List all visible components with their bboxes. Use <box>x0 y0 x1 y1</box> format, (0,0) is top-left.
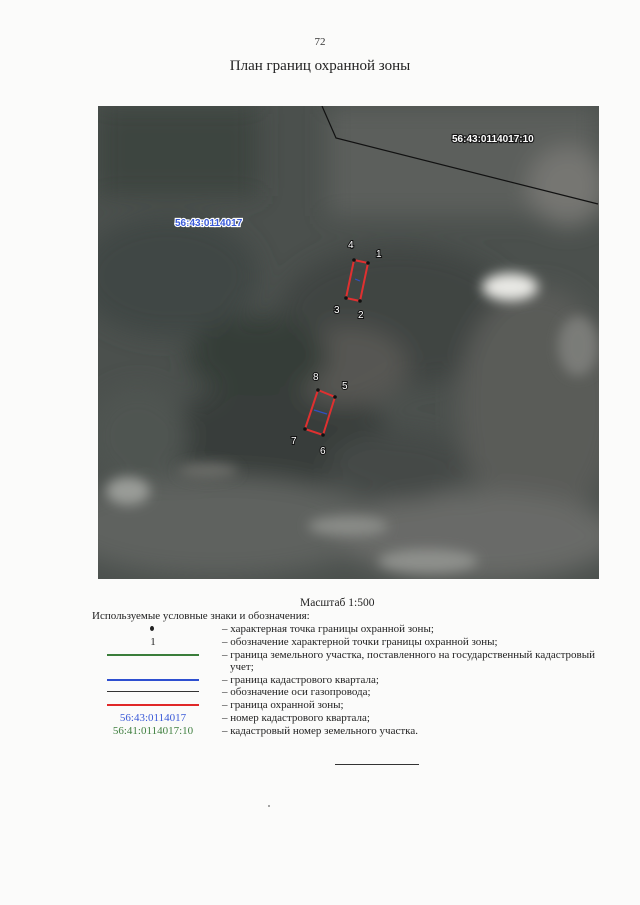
quarter-number-sample: 56:43:0114017 <box>119 712 187 724</box>
point-label-5: 5 <box>342 381 348 392</box>
map-scale: Масштаб 1:500 <box>300 597 375 609</box>
red-line-icon <box>107 704 199 706</box>
legend-symbol-line <box>92 649 214 661</box>
point-6-marker <box>321 433 325 437</box>
point-label-4: 4 <box>348 240 354 251</box>
aerial-map <box>98 106 599 579</box>
point-label-1: 1 <box>376 249 382 260</box>
page-number: 72 <box>314 36 326 48</box>
point-4-marker <box>352 258 356 262</box>
point-8-marker <box>316 388 320 392</box>
point-5-marker <box>333 395 337 399</box>
signature-line <box>335 764 419 765</box>
legend-description: – номер кадастрового квартала; <box>222 712 370 724</box>
legend-description: – граница земельного участка, поставленного на государственный кадастровый <box>222 649 595 661</box>
legend-description: – граница кадастрового квартала; <box>222 674 379 686</box>
point-7-marker <box>303 427 307 431</box>
point-label-8: 8 <box>313 372 319 383</box>
legend-symbol-line <box>92 699 214 711</box>
point-3-marker <box>344 296 348 300</box>
legend-symbol-point <box>92 623 214 635</box>
legend-description: – характерная точка границы охранной зоны; <box>222 623 434 635</box>
quarter-label: 56:43:0114017 <box>175 218 243 229</box>
legend-symbol-text <box>92 712 214 724</box>
legend-description: – кадастровый номер земельного участка. <box>222 725 418 737</box>
legend-symbol-line <box>92 686 214 698</box>
legend-symbol-number <box>92 636 214 648</box>
aerial-imagery <box>98 106 599 579</box>
point-label-7: 7 <box>291 436 297 447</box>
blue-line-icon <box>107 679 199 681</box>
legend-symbol-text <box>92 725 214 737</box>
point-1-marker <box>366 261 370 265</box>
parcel-label: 56:43:0114017:10 <box>452 134 534 145</box>
black-line-icon <box>107 691 199 692</box>
legend-title: Используемые условные знаки и обозначения: <box>92 610 310 622</box>
point-2-marker <box>358 299 362 303</box>
legend-description: – обозначение оси газопровода; <box>222 686 371 698</box>
legend-description: – обозначение характерной точки границы охранной зоны; <box>222 636 498 648</box>
green-line-icon <box>107 654 199 656</box>
legend-description-cont: учет; <box>230 661 254 673</box>
map-canvas <box>98 106 599 579</box>
boundary-point-dot-icon <box>150 626 154 631</box>
page-title: План границ охранной зоны <box>229 58 411 74</box>
parcel-number-sample: 56:41:0114017:10 <box>112 725 194 737</box>
point-number-sample: 1 <box>150 636 156 648</box>
scan-speck <box>268 805 270 807</box>
point-label-6: 6 <box>320 446 326 457</box>
legend-symbol-line <box>92 674 214 686</box>
point-label-2: 2 <box>358 310 364 321</box>
legend-description: – граница охранной зоны; <box>222 699 344 711</box>
point-label-3: 3 <box>334 305 340 316</box>
